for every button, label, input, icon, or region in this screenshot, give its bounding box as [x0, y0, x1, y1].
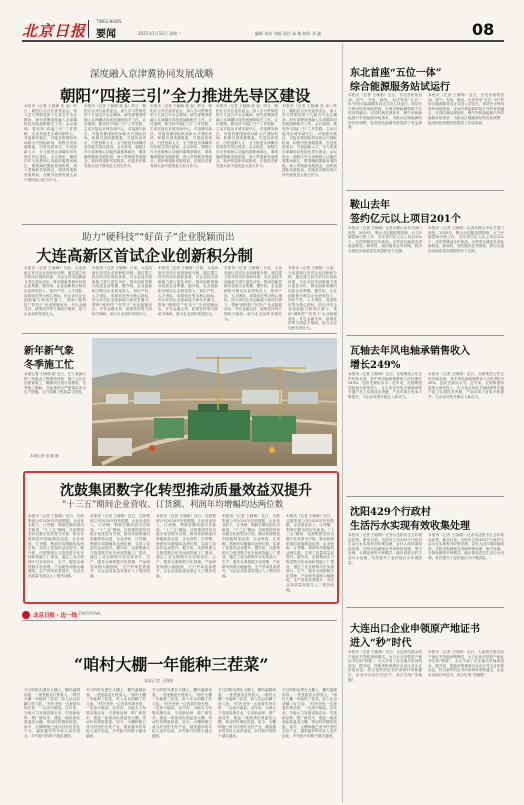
masthead-logo: 北京日报 [22, 22, 87, 40]
article3-body-col4: 本报讯（记者 王晓萌）近日，沈鼓集团公布2020年经营数据，企业营业收入、订货额、利润总额均创历史新高。“十三五”期间，沈鼓集团坚持以数字化转型为引领，推动传统制造向智能制造迈进，企业营收、订货额、利润年均增幅均达两位数，实现了质量效益双提升。据介绍，沈鼓集团大力推进数字化车间和智能工厂建设，通过工业互联网平台实现设计、生产、服务全流程数字化管理，产品研发周期大幅缩短，生产效率显著提升，为企业高质量发展注入了强劲动能。 [222, 514, 280, 578]
column-divider [342, 44, 343, 802]
right1-title-line1: 东北首座“五位一体” [350, 68, 442, 79]
article1-body-col2: 本报讯（记者 王晓萌 张 炎）昨日，朝阳区召开区委常委会，深入学习贯彻党的十九届五中全会精神，研究部署深度融入京津冀协同发展战略相关工作。会议强调，要坚持“四接三引”工作思路，主动对接北京城市副中心，对接雄安新区，对接首都国际机场和大兴国际机场，积极引进高端要素，引进优质项目，引进创新人才，全力推进京津冀协同发展先导区建设。会议指出，朝阳区作为首都核心功能的重要承载区，要准确把握新发展阶段，深入贯彻新发展理念，加快构建新发展格局，在服务首都发展大局中展现更大担当作为。 [84, 104, 146, 168]
right3-title-line2: 增长249% [350, 360, 401, 371]
right5-title-line2: 进入“秒”时代 [350, 638, 412, 649]
article2-title: 大连高新区首试企业创新积分制 [36, 246, 254, 265]
masthead-divider [88, 20, 89, 38]
photo-feature-title-line1: 新年新气象 [24, 346, 74, 357]
article4-byline: 本报记者 王晓萌 [144, 678, 174, 683]
construction-site-photo [92, 338, 337, 466]
right1-body: 本报讯（记者 王晓萌）近日，东北首座集加油、加气、充电、换电、光伏发电“五位一体”的综合能源服务站正式投入试运行。该站充分利用现有场地资源，实现多种能源供给方式的有机融合，可同时满足燃油车、燃气车和新能源汽车的能源补给需求，为推动区域能源结构优化调整、促进绿色低碳发展提供了有益探索。 [348, 93, 422, 130]
construction-site-illustration [92, 338, 337, 466]
article1-rule [22, 224, 337, 225]
article2-body: 本报讯（记者 王晓萌）日前，大连高新区首试企业创新积分制，通过建立科学的评价指标体系，对企业技术创新能力进行量化评价，推动创新资源向优质企业集聚。据介绍，企业创新积分制以企业研发投入、知识产权、人才团队、成果转化等为核心指标，综合评估企业创新能力和成长潜力，帮助“硬科技”“好苗子”企业脱颖而出，并在金融支持、政策扶持等方面给予倾斜，助力企业加快发展壮大。 [24, 266, 86, 316]
article2-body-col5: 本报讯（记者 王晓萌）日前，大连高新区首试企业创新积分制，通过建立科学的评价指标体系，对企业技术创新能力进行量化评价，推动创新资源向优质企业集聚。据介绍，企业创新积分制以企业研发投入、知识产权、人才团队、成果转化等为核心指标，综合评估企业创新能力和成长潜力，帮助“硬科技”“好苗子”企业脱颖而出，并在金融支持、政策扶持等方面给予倾斜，助力企业加快发展壮大。 [288, 266, 337, 330]
right3-body-col2: 本报讯（记者 王晓萌）近日，瓦轴集团公布去年经营业绩，其中风电轴承销售收入同比增长249%，创历史最好水平。近年来，瓦轴集团持续加大研发投入，在大兆瓦风电主轴轴承等关键产品上实现技术突破，产品市场占有率不断提升，为企业转型升级注入新动力。 [428, 372, 504, 399]
article4-body-col3: 冬日的阳光洒在大棚上，棚内温暖如春，一垄垄蔬菜长势喜人。“咱村大棚一年能种三茬菜，收入比以前翻了好几倍。”村民老张一边查看作物长势，一边高兴地说。近年来，当地大力发展设施农业，引进新品种、推广新技术，建起一座座高标准温室大棚，带动村民增收致富。如今，大棚种植已成为村里的支柱产业，越来越多的年轻人返乡创业，乡村振兴的路子越走越宽。 [152, 688, 212, 738]
photo-feature-credit: 本报记者 刘 斌 摄 [30, 454, 59, 458]
right5-body-col2: 本报讯（记者 王晓萌）近日，大连海关推出原产地证书智能审核模式，出口企业申领原产地证书实现“秒批”，大大节省了企业通关时间和成本。据介绍，智能审核系统可自动比对企业申报信息，符合条件的证书申请即时审核通过，企业可自助打印证书，真正实现“零跑腿”。 [428, 650, 504, 677]
right2-title-line2: 签约亿元以上项目201个 [350, 214, 461, 225]
right2-title-line1: 鞍山去年 [350, 200, 390, 211]
right3-rule [346, 496, 504, 497]
right4-body: 本报讯（记者 王晓萌）记者从沈阳市生态环境局获悉，截至目前，沈阳市已有429个行政村生活污水实现有效收集处理，农村人居环境持续改善。沈阳市因地制宜采取纳管处理、集中处理、分散处理等多种模式，稳步推进农村生活污水治理，有效提升了农村地区水环境质量。 [348, 533, 422, 565]
article2-body-col3: 本报讯（记者 王晓萌）日前，大连高新区首试企业创新积分制，通过建立科学的评价指标体系，对企业技术创新能力进行量化评价，推动创新资源向优质企业集聚。据介绍，企业创新积分制以企业研发投入、知识产权、人才团队、成果转化等为核心指标，综合评估企业创新能力和成长潜力，帮助“硬科技”“好苗子”企业脱颖而出，并在金融支持、政策扶持等方面给予倾斜，助力企业加快发展壮大。 [158, 266, 218, 316]
right3-title-line1: 瓦轴去年风电轴承销售收入 [350, 346, 470, 357]
article1-body-col4: 本报讯（记者 王晓萌 张 炎）昨日，朝阳区召开区委常委会，深入学习贯彻党的十九届五中全会精神，研究部署深度融入京津冀协同发展战略相关工作。会议强调，要坚持“四接三引”工作思路，主动对接北京城市副中心，对接雄安新区，对接首都国际机场和大兴国际机场，积极引进高端要素，引进优质项目，引进创新人才，全力推进京津冀协同发展先导区建设。会议指出，朝阳区作为首都核心功能的重要承载区，要准确把握新发展阶段，深入贯彻新发展理念，加快构建新发展格局，在服务首都发展大局中展现更大担当作为。 [216, 104, 278, 168]
right4-title-line2: 生活污水实现有效收集处理 [350, 521, 470, 532]
right1-rule [346, 190, 504, 191]
section-tag-en: ZAIYIXIAN [78, 612, 101, 617]
right2-rule [346, 335, 504, 336]
article4-title: “咱村大棚一年能种三茬菜” [74, 655, 269, 674]
article2-rule [22, 333, 337, 334]
right4-title-line1: 沈阳429个行政村 [350, 507, 431, 518]
right3-body: 本报讯（记者 王晓萌）近日，瓦轴集团公布去年经营业绩，其中风电轴承销售收入同比增长249%，创历史最好水平。近年来，瓦轴集团持续加大研发投入，在大兆瓦风电主轴轴承等关键产品上实现技术突破，产品市场占有率不断提升，为企业转型升级注入新动力。 [348, 372, 422, 399]
article3-body-col3: 本报讯（记者 王晓萌）近日，沈鼓集团公布2020年经营数据，企业营业收入、订货额、利润总额均创历史新高。“十三五”期间，沈鼓集团坚持以数字化转型为引领，推动传统制造向智能制造迈进，企业营收、订货额、利润年均增幅均达两位数，实现了质量效益双提升。据介绍，沈鼓集团大力推进数字化车间和智能工厂建设，通过工业互联网平台实现设计、生产、服务全流程数字化管理，产品研发周期大幅缩短，生产效率显著提升，为企业高质量发展注入了强劲动能。 [156, 514, 216, 578]
article4-body: 冬日的阳光洒在大棚上，棚内温暖如春，一垄垄蔬菜长势喜人。“咱村大棚一年能种三茬菜，收入比以前翻了好几倍。”村民老张一边查看作物长势，一边高兴地说。近年来，当地大力发展设施农业，引进新品种、推广新技术，建起一座座高标准温室大棚，带动村民增收致富。如今，大棚种植已成为村里的支柱产业，越来越多的年轻人返乡创业，乡村振兴的路子越走越宽。 [24, 688, 80, 738]
article2-body-col2: 本报讯（记者 王晓萌）日前，大连高新区首试企业创新积分制，通过建立科学的评价指标体系，对企业技术创新能力进行量化评价，推动创新资源向优质企业集聚。据介绍，企业创新积分制以企业研发投入、知识产权、人才团队、成果转化等为核心指标，综合评估企业创新能力和成长潜力，帮助“硬科技”“好苗子”企业脱颖而出，并在金融支持、政策扶持等方面给予倾斜，助力企业加快发展壮大。 [92, 266, 152, 316]
article3-title: 沈鼓集团数字化转型推动质量效益双提升 [60, 483, 312, 499]
section-tag-bar [22, 611, 30, 619]
masthead-editors: 编辑 刘东 刘媛 责任 朱 敏 制作 刘 鑫 [255, 31, 322, 36]
article1-body-col5: 本报讯（记者 王晓萌 张 炎）昨日，朝阳区召开区委常委会，深入学习贯彻党的十九届五中全会精神，研究部署深度融入京津冀协同发展战略相关工作。会议强调，要坚持“四接三引”工作思路，主动对接北京城市副中心，对接雄安新区，对接首都国际机场和大兴国际机场，积极引进高端要素，引进优质项目，引进创新人才，全力推进京津冀协同发展先导区建设。会议指出，朝阳区作为首都核心功能的重要承载区，要准确把握新发展阶段，深入贯彻新发展理念，加快构建新发展格局，在服务首都发展大局中展现更大担当作为。 [282, 104, 337, 177]
article4-body-col2: 冬日的阳光洒在大棚上，棚内温暖如春，一垄垄蔬菜长势喜人。“咱村大棚一年能种三茬菜，收入比以前翻了好几倍。”村民老张一边查看作物长势，一边高兴地说。近年来，当地大力发展设施农业，引进新品种、推广新技术，建起一座座高标准温室大棚，带动村民增收致富。如今，大棚种植已成为村里的支柱产业，越来越多的年轻人返乡创业，乡村振兴的路子越走越宽。 [86, 688, 146, 738]
photo-feature-caption: 本报记者 王晓萌 摄 近日，位于某新区的一项重点工程建设现场，施工人员正在抓紧施工，确保项目按计划推进。冬季施工期间，各参建单位严格落实安全生产措施，全力保障工程质量与进度。 [24, 372, 86, 395]
article1-kicker: 深度融入京津冀协同发展战略 [90, 69, 214, 80]
photo-feature-title-line2: 冬季施工忙 [24, 360, 74, 371]
masthead-date-line: 2021年1月12日 星期二 [138, 31, 182, 36]
right4-body-col2: 本报讯（记者 王晓萌）记者从沈阳市生态环境局获悉，截至目前，沈阳市已有429个行政村生活污水实现有效收集处理，农村人居环境持续改善。沈阳市因地制宜采取纳管处理、集中处理、分散处理等多种模式，稳步推进农村生活污水治理，有效提升了农村地区水环境质量。 [428, 533, 504, 560]
right2-body: 本报讯（记者 王晓萌）记者从鞍山市有关部门获悉，2020年，鞍山市克服疫情影响，大力开展招商引资工作，全年签约亿元以上项目201个，总投资额创近年新高。这些项目涵盖先进装备制造、新材料、现代服务业等领域，将为当地经济高质量发展提供有力支撑。 [348, 226, 422, 253]
right5-body: 本报讯（记者 王晓萌）近日，大连海关推出原产地证书智能审核模式，出口企业申领原产地证书实现“秒批”，大大节省了企业通关时间和成本。据介绍，智能审核系统可自动比对企业申报信息，符合条件的证书申请即时审核通过，企业可自助打印证书，真正实现“零跑腿”。 [348, 650, 422, 682]
page-number: 08 [472, 20, 495, 39]
article3-subtitle: “十三五”期间企业营收、订货额、利润年均增幅均达两位数 [62, 500, 284, 510]
article4-body-col5: 冬日的阳光洒在大棚上，棚内温暖如春，一垄垄蔬菜长势喜人。“咱村大棚一年能种三茬菜，收入比以前翻了好几倍。”村民老张一边查看作物长势，一边高兴地说。近年来，当地大力发展设施农业，引进新品种、推广新技术，建起一座座高标准温室大棚，带动村民增收致富。如今，大棚种植已成为村里的支柱产业，越来越多的年轻人返乡创业，乡村振兴的路子越走越宽。 [282, 688, 337, 738]
right5-title-line1: 大连出口企业申领原产地证书 [350, 624, 480, 635]
section-tag: 北京日报・边一线 [33, 613, 78, 619]
masthead-meta-top: TIMES NEWS [96, 19, 122, 24]
right2-body-col2: 本报讯（记者 王晓萌）记者从鞍山市有关部门获悉，2020年，鞍山市克服疫情影响，大力开展招商引资工作，全年签约亿元以上项目201个，总投资额创近年新高。这些项目涵盖先进装备制造、新材料、现代服务业等领域，将为当地经济高质量发展提供有力支撑。 [428, 226, 504, 253]
article4-body-col4: 冬日的阳光洒在大棚上，棚内温暖如春，一垄垄蔬菜长势喜人。“咱村大棚一年能种三茬菜，收入比以前翻了好几倍。”村民老张一边查看作物长势，一边高兴地说。近年来，当地大力发展设施农业，引进新品种、推广新技术，建起一座座高标准温室大棚，带动村民增收致富。如今，大棚种植已成为村里的支柱产业，越来越多的年轻人返乡创业，乡村振兴的路子越走越宽。 [218, 688, 276, 738]
article3-body: 本报讯（记者 王晓萌）近日，沈鼓集团公布2020年经营数据，企业营业收入、订货额、利润总额均创历史新高。“十三五”期间，沈鼓集团坚持以数字化转型为引领，推动传统制造向智能制造迈进，企业营收、订货额、利润年均增幅均达两位数，实现了质量效益双提升。据介绍，沈鼓集团大力推进数字化车间和智能工厂建设，通过工业互联网平台实现设计、生产、服务全流程数字化管理，产品研发周期大幅缩短，生产效率显著提升，为企业高质量发展注入了强劲动能。 [28, 514, 84, 578]
article1-body: 本报讯（记者 王晓萌 张 炎）昨日，朝阳区召开区委常委会，深入学习贯彻党的十九届五中全会精神，研究部署深度融入京津冀协同发展战略相关工作。会议强调，要坚持“四接三引”工作思路，主动对接北京城市副中心，对接雄安新区，对接首都国际机场和大兴国际机场，积极引进高端要素，引进优质项目，引进创新人才，全力推进京津冀协同发展先导区建设。会议指出，朝阳区作为首都核心功能的重要承载区，要准确把握新发展阶段，深入贯彻新发展理念，加快构建新发展格局，在服务首都发展大局中展现更大担当作为。 [24, 104, 77, 182]
article2-body-col4: 本报讯（记者 王晓萌）日前，大连高新区首试企业创新积分制，通过建立科学的评价指标体系，对企业技术创新能力进行量化评价，推动创新资源向优质企业集聚。据介绍，企业创新积分制以企业研发投入、知识产权、人才团队、成果转化等为核心指标，综合评估企业创新能力和成长潜力，帮助“硬科技”“好苗子”企业脱颖而出，并在金融支持、政策扶持等方面给予倾斜，助力企业加快发展壮大。 [224, 266, 282, 321]
right1-body-col2: 本报讯（记者 王晓萌）近日，东北首座集加油、加气、充电、换电、光伏发电“五位一体”的综合能源服务站正式投入试运行。该站充分利用现有场地资源，实现多种能源供给方式的有机融合，可同时满足燃油车、燃气车和新能源汽车的能源补给需求，为推动区域能源结构优化调整、促进绿色低碳发展提供了有益探索。 [428, 93, 504, 125]
right1-title-line2: 综合能源服务站试运行 [350, 82, 450, 93]
right4-rule [346, 607, 504, 608]
masthead-rule [22, 40, 504, 42]
article4-top-rule [22, 620, 337, 621]
article3-body-col5: 本报讯（记者 王晓萌）近日，沈鼓集团公布2020年经营数据，企业营业收入、订货额、利润总额均创历史新高。“十三五”期间，沈鼓集团坚持以数字化转型为引领，推动传统制造向智能制造迈进，企业营收、订货额、利润年均增幅均达两位数，实现了质量效益双提升。据介绍，沈鼓集团大力推进数字化车间和智能工厂建设，通过工业互联网平台实现设计、生产、服务全流程数字化管理，产品研发周期大幅缩短，生产效率显著提升，为企业高质量发展注入了强劲动能。 [286, 514, 334, 592]
article1-body-col3: 本报讯（记者 王晓萌 张 炎）昨日，朝阳区召开区委常委会，深入学习贯彻党的十九届五中全会精神，研究部署深度融入京津冀协同发展战略相关工作。会议强调，要坚持“四接三引”工作思路，主动对接北京城市副中心，对接雄安新区，对接首都国际机场和大兴国际机场，积极引进高端要素，引进优质项目，引进创新人才，全力推进京津冀协同发展先导区建设。会议指出，朝阳区作为首都核心功能的重要承载区，要准确把握新发展阶段，深入贯彻新发展理念，加快构建新发展格局，在服务首都发展大局中展现更大担当作为。 [150, 104, 212, 168]
article2-kicker: 助力“硬科技”“好苗子”企业脱颖而出 [82, 232, 235, 243]
article3-body-col2: 本报讯（记者 王晓萌）近日，沈鼓集团公布2020年经营数据，企业营业收入、订货额、利润总额均创历史新高。“十三五”期间，沈鼓集团坚持以数字化转型为引领，推动传统制造向智能制造迈进，企业营收、订货额、利润年均增幅均达两位数，实现了质量效益双提升。据介绍，沈鼓集团大力推进数字化车间和智能工厂建设，通过工业互联网平台实现设计、生产、服务全流程数字化管理，产品研发周期大幅缩短，生产效率显著提升，为企业高质量发展注入了强劲动能。 [90, 514, 150, 578]
article1-title: 朝阳“四接三引”全力推进先导区建设 [60, 86, 311, 105]
masthead-section: 要闻 [96, 29, 116, 40]
